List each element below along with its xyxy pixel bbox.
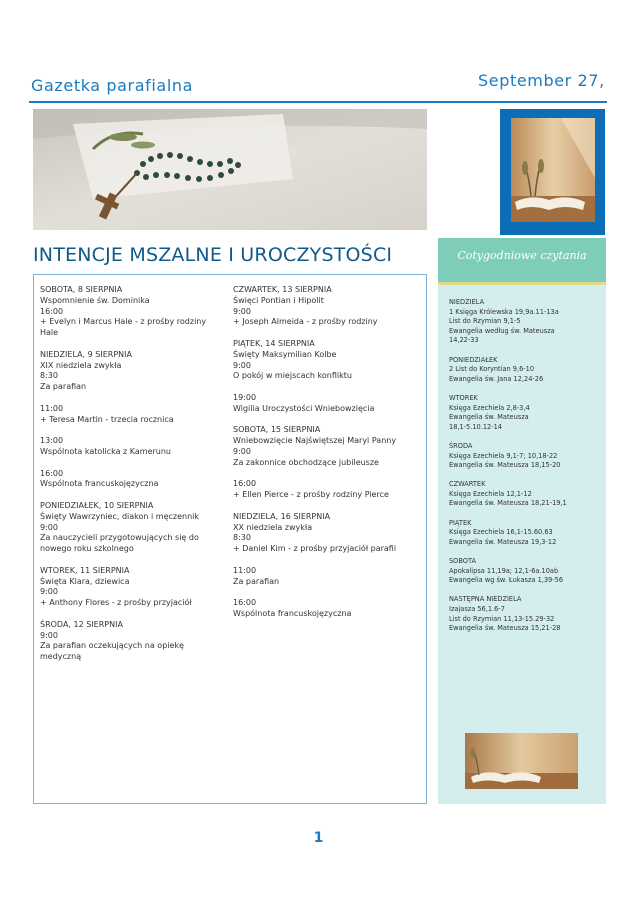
reading-ref: Ewangelia św. Mateusza 18,21-19,1 (449, 499, 567, 508)
mass-intention: Wspólnota francuskojęzyczna (233, 608, 352, 618)
mass-time: 16:00 (233, 598, 257, 608)
mass-entry (233, 566, 418, 588)
reading-item (449, 356, 601, 385)
mass-time: 19:00 (233, 392, 257, 402)
mass-day: WTOREK, 11 SIERPNIA (40, 565, 130, 575)
readings-panel-title: Cotygodniowe czytania (457, 249, 587, 262)
reading-ref: List do Rzymian 11,13-15.29-32 (449, 614, 555, 623)
mass-entry (40, 404, 220, 426)
reading-day: ŚRODA (449, 441, 473, 450)
mass-intention: Za parafian oczekujących na opiekę medyczną (40, 641, 184, 662)
mass-entry (233, 512, 418, 555)
mass-time: 16:00 (40, 306, 64, 316)
masses-column-2 (233, 285, 418, 631)
reading-ref: Izajasza 56,1.6-7 (449, 605, 505, 613)
reading-item (449, 298, 601, 346)
reading-ref: 14,22-33 (449, 336, 479, 345)
mass-entry (40, 285, 220, 339)
header-divider (29, 101, 607, 103)
mass-day: CZWARTEK, 13 SIERPNIA (233, 285, 332, 294)
mass-day: SOBOTA, 15 SIERPNIA (233, 425, 321, 435)
mass-time: 9:00 (40, 587, 58, 597)
mass-time: 16:00 (233, 479, 257, 489)
mass-intention: Za parafian (40, 382, 87, 392)
mass-intention: O pokój w miejscach konfliktu (233, 371, 352, 381)
mass-intention: Za parafian (233, 576, 280, 586)
reading-ref: Ewangelia według św. Mateusza (449, 326, 555, 335)
mass-time: 9:00 (233, 446, 251, 456)
readings-list (449, 298, 601, 643)
mass-feast: Święta Klara, dziewica (40, 576, 130, 586)
reading-ref: Ewangelia św. Mateusza 19,3-12 (449, 537, 557, 546)
mass-entry (40, 620, 220, 663)
reading-item (449, 595, 601, 633)
mass-intention: Za zakonnice obchodzące jubileusze (233, 457, 379, 467)
mass-feast: XIX niedziela zwykła (40, 360, 122, 370)
reading-ref: Księga Ezechiela 9,1-7; 10,18-22 (449, 451, 558, 460)
mass-intention: Za nauczycieli przygotowujących się do nowego roku szkolnego (40, 533, 199, 554)
mass-entry (233, 285, 418, 328)
reading-ref: Apokalipsa 11,19a; 12,1-6a.10ab (449, 566, 559, 575)
reading-day: CZWARTEK (449, 480, 486, 489)
hero-rosary-image (33, 109, 427, 230)
mass-day: PIĄTEK, 14 SIERPNIA (233, 338, 315, 348)
mass-intention: + Evelyn i Marcus Hale - z prośby rodziny Hale (40, 317, 207, 338)
mass-feast: Święty Wawrzyniec, diakon i męczennik (40, 511, 199, 521)
mass-time: 9:00 (233, 306, 251, 316)
reading-item (449, 480, 601, 509)
reading-ref: 18,1-5.10.12-14 (449, 422, 502, 431)
reading-day: WTOREK (449, 393, 478, 402)
mass-day: NIEDZIELA, 16 SIERPNIA (233, 511, 331, 521)
mass-time: 11:00 (233, 565, 257, 575)
mass-intention: + Ellen Pierce - z prośby rodziny Pierce (233, 490, 389, 500)
mass-day: NIEDZIELA, 9 SIERPNIA (40, 349, 132, 359)
mass-entry (233, 598, 418, 620)
mass-time: 11:00 (40, 403, 64, 413)
reading-item (449, 394, 601, 432)
mass-feast: Wniebowzięcie Najświętszej Maryi Panny (233, 436, 397, 446)
mass-intention: + Joseph Almeida - z prośby rodziny (233, 317, 378, 327)
reading-day: NIEDZIELA (449, 298, 485, 306)
reading-ref: Księga Ezechiela 16,1-15.60.63 (449, 528, 553, 537)
reading-ref: Ewangelia św. Mateusza (449, 413, 529, 422)
mass-entry (40, 501, 220, 555)
reading-ref: Księga Ezechiela 2,8-3,4 (449, 403, 530, 412)
mass-intention: + Anthony Flores - z prośby przyjaciół (40, 598, 192, 608)
mass-entry (233, 339, 418, 382)
mass-intention: Wspólnota katolicka z Kamerunu (40, 446, 171, 456)
mass-day: ŚRODA, 12 SIERPNIA (40, 619, 123, 629)
reading-item (449, 519, 601, 548)
mass-intention: Wigilia Uroczystości Wniebowzięcia (233, 403, 375, 413)
mass-time: 9:00 (40, 522, 58, 532)
panel-book-photo (465, 733, 578, 789)
mass-feast: XX niedziela zwykła (233, 522, 313, 532)
reading-ref: 1 Księga Królewska 19,9a.11-13a (449, 307, 559, 316)
reading-day: PIĄTEK (449, 518, 472, 527)
book-photo (511, 118, 595, 222)
mass-entry (40, 566, 220, 609)
mass-feast: Wspomnienie św. Dominika (40, 295, 150, 305)
reading-ref: Ewangelia św. Mateusza 15,21-28 (449, 624, 561, 633)
mass-entry (40, 350, 220, 393)
mass-time: 8:30 (233, 533, 251, 543)
mass-entry (233, 479, 418, 501)
mass-time: 9:00 (40, 630, 58, 640)
mass-time: 8:30 (40, 371, 58, 381)
mass-intention: Wspólnota francuskojęzyczna (40, 479, 159, 489)
reading-ref: List do Rzymian 9,1-5 (449, 317, 521, 326)
mass-time: 9:00 (233, 360, 251, 370)
mass-day: SOBOTA, 8 SIERPNIA (40, 285, 123, 294)
masses-column-1 (40, 285, 220, 674)
mass-entry (40, 469, 220, 491)
mass-feast: Święci Pontian i Hipolit (233, 295, 324, 305)
reading-ref: 2 List do Koryntian 9,6-10 (449, 365, 535, 374)
mass-day: PONIEDZIAŁEK, 10 SIERPNIA (40, 500, 154, 510)
mass-entry (40, 436, 220, 458)
reading-day: SOBOTA (449, 557, 476, 566)
mass-feast: Święty Maksymilian Kolbe (233, 349, 337, 359)
newsletter-date: September 27, (478, 71, 605, 90)
reading-day: PONIEDZIAŁEK (449, 355, 498, 364)
page-number: 1 (313, 830, 324, 846)
reading-ref: Ewangelia wg św. Łukasza 1,39-56 (449, 576, 564, 585)
reading-item (449, 557, 601, 586)
mass-entry (233, 393, 418, 415)
newsletter-title: Gazetka parafialna (31, 76, 194, 95)
mass-intention: + Daniel Kim - z prośby przyjaciół parafii (233, 544, 397, 554)
reading-ref: Księga Ezechiela 12,1-12 (449, 489, 532, 498)
reading-ref: Ewangelia św. Mateusza 18,15-20 (449, 461, 561, 470)
mass-intention: + Teresa Martin - trzecia rocznica (40, 414, 174, 424)
masses-heading: INTENCJE MSZALNE I UROCZYSTOŚCI (33, 244, 393, 266)
reading-ref: Ewangelia św. Jana 12,24-26 (449, 374, 544, 383)
mass-time: 16:00 (40, 468, 64, 478)
reading-day: NASTĘPNA NIEDZIELA (449, 595, 522, 604)
mass-time: 13:00 (40, 436, 64, 446)
reading-item (449, 442, 601, 471)
mass-entry (233, 425, 418, 468)
